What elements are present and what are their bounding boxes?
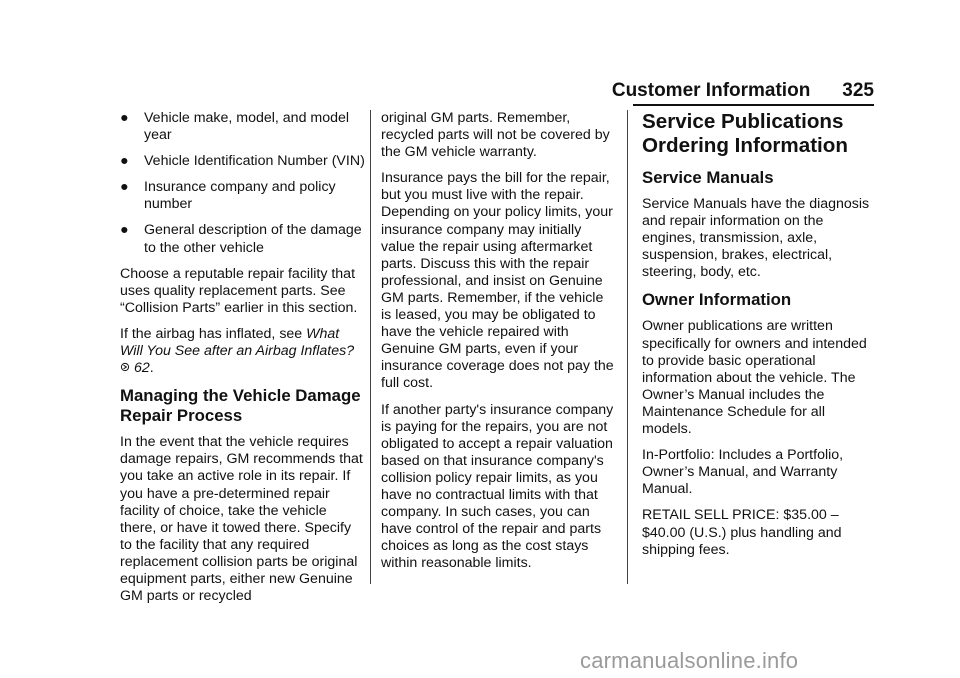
paragraph-portfolio: In-Portfolio: Includes a Portfolio, Owner’s Manual, and Warranty Manual. — [642, 447, 844, 498]
section-title: Service Publications Ordering Information — [642, 110, 848, 157]
header-rule — [633, 104, 874, 106]
watermark: carmanualsonline.info — [580, 648, 799, 673]
column-3 — [642, 110, 878, 568]
bullet-icon: ● — [120, 179, 129, 196]
paragraph-price: RETAIL SELL PRICE: $35.00 – $40.00 (U.S.) plus handling and shipping fees. — [642, 507, 842, 558]
page-reference-number[interactable]: 62 — [133, 360, 150, 377]
heading-service-manuals: Service Manuals — [642, 168, 774, 187]
heading-owner-information: Owner Information — [642, 290, 792, 310]
paragraph-owner-information: Owner publications are written specifically for owners and intended to provide basic operational information about the vehicle. The Owner’s Manual includes the Maintenance Schedule for all models. — [642, 318, 867, 438]
column-divider-1 — [370, 110, 371, 584]
bullet-icon: ● — [120, 222, 129, 239]
paragraph-service-manuals: Service Manuals have the diagnosis and repair information on the engines, transmission, axle, suspension, brakes, electrical, steering, body, etc. — [642, 196, 870, 281]
airbag-reference-link[interactable]: What Will You See after an Airbag Inflates? — [120, 325, 355, 360]
list-item: ● General description of the damage to the other vehicle — [120, 222, 362, 256]
page-header — [612, 80, 874, 102]
page-number: 325 — [842, 80, 874, 101]
page-reference-icon — [120, 362, 130, 372]
paragraph-insurance-pays: Insurance pays the bill for the repair, but you must live with the repair. Depending on your policy limits, your insurance company may initially value the repair using aftermarket parts. Discuss this with the repair professional, and insist on Genuine GM parts. Remember, if the vehicle is leased, you may be obligated to have the vehicle repaired with Genuine GM parts, even if your insurance coverage does not pay the full cost. — [381, 170, 614, 392]
paragraph-repair-process: In the event that the vehicle requires damage repairs, GM recommends that you take an active role in its repair. If you have a pre-determined repair facility of choice, take the vehicle there, or have it towed there. Specify to the facility that any required replacement collision parts be original equipment parts, either new Genuine GM parts or recycled — [120, 434, 363, 605]
paragraph-airbag: If the airbag has inflated, see What Will You See after an Airbag Inflates? 62. — [120, 325, 355, 377]
header-title: Customer Information — [611, 80, 811, 101]
bullet-icon: ● — [120, 110, 129, 126]
list-item: ● Insurance company and policy number — [120, 179, 336, 213]
bullet-icon: ● — [120, 153, 129, 170]
paragraph-other-party: If another party's insurance company is paying for the repairs, you are not obligated to accept a repair valuation based on that insurance company's collision policy repair limits, as you have no contractual limits with that company. In such cases, you can have control of the repair and parts choices as long as the cost stays within reasonable limits. — [381, 401, 614, 572]
heading-managing-repair: Managing the Vehicle Damage Repair Process — [120, 386, 361, 426]
list-item: ● Vehicle Identification Number (VIN) — [120, 153, 365, 170]
list-item: ● Vehicle make, model, and model year — [120, 110, 350, 144]
paragraph-recycled-parts: original GM parts. Remember, recycled parts will not be covered by the GM vehicle warranty. — [381, 110, 610, 161]
column-1 — [120, 110, 365, 614]
column-2 — [381, 110, 617, 581]
paragraph-repair-facility: Choose a reputable repair facility that uses quality replacement parts. See “Collision Parts” earlier in this section. — [120, 265, 358, 316]
column-divider-2 — [627, 110, 628, 584]
